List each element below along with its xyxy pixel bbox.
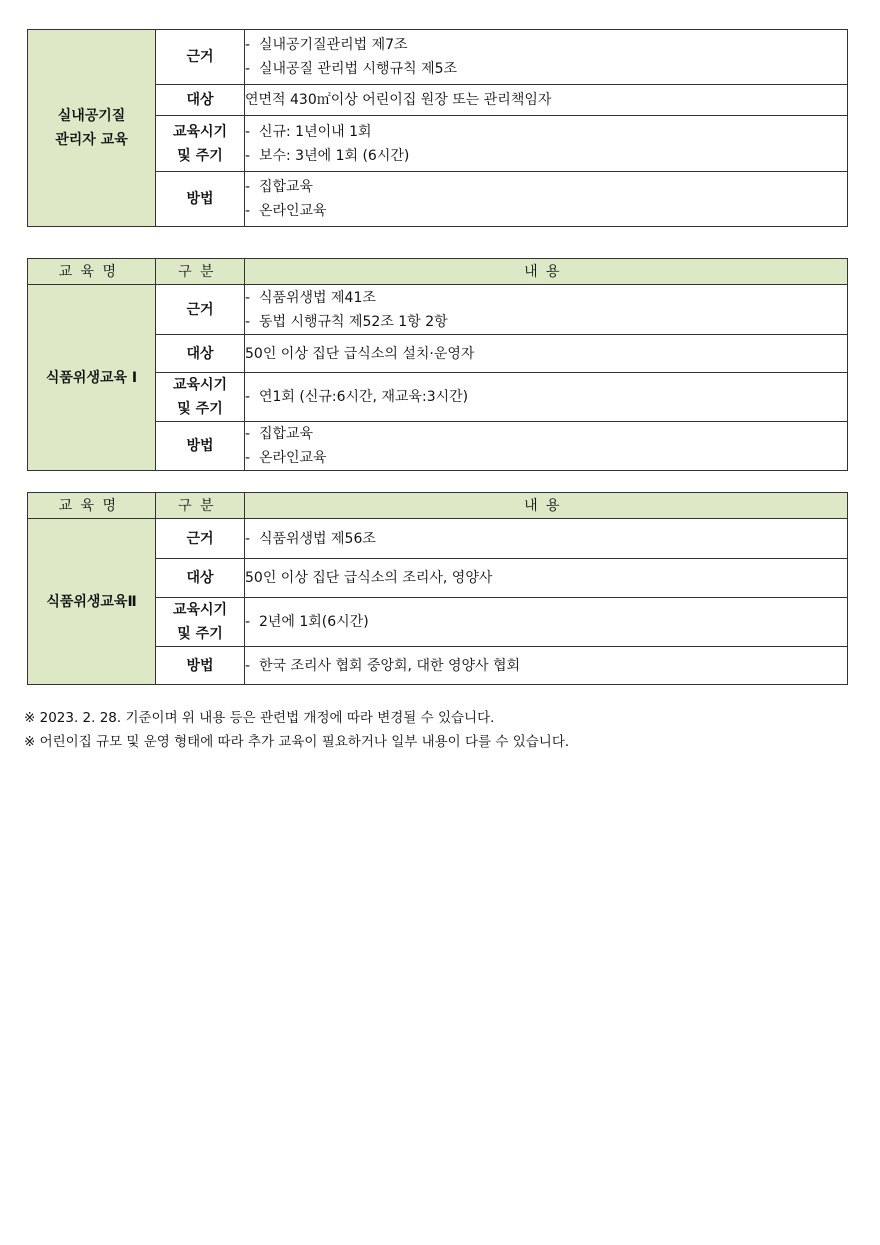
content-line: - 집합교육: [245, 422, 847, 446]
content-line: - 실내공질 관리법 시행규칙 제5조: [245, 57, 847, 81]
content-cell: [245, 30, 848, 85]
content-line: 50인 이상 집단 급식소의 설치·운영자: [245, 345, 475, 362]
content-line: 연면적 430㎡이상 어린이집 원장 또는 관리책임자: [245, 92, 552, 108]
content-cell: [245, 172, 848, 227]
category-label: 근거: [186, 49, 214, 65]
education-name-line: 식품위생교육Ⅱ: [46, 593, 137, 610]
category-cell: [156, 85, 245, 116]
footnotes: [24, 706, 569, 754]
category-label: 교육시기: [172, 123, 228, 140]
education-name-line: 식품위생교육 Ⅰ: [45, 369, 138, 386]
content-line: - 한국 조리사 협회 중앙회, 대한 영양사 협회: [245, 654, 847, 678]
content-line: - 온라인교육: [245, 199, 847, 223]
content-line: - 실내공기질관리법 제7조: [245, 33, 847, 57]
category-cell: [156, 422, 245, 471]
content-cell: [245, 373, 848, 422]
category-cell: [156, 559, 245, 598]
content-line: - 식품위생법 제56조: [245, 527, 847, 551]
category-label: 대상: [186, 570, 214, 586]
category-label: 근거: [186, 530, 214, 547]
category-label: 및 주기: [177, 626, 223, 642]
category-cell: [156, 519, 245, 559]
footnote: ※ 2023. 2. 28. 기준이며 위 내용 등은 관련법 개정에 따라 변경될 수 있습니다.: [24, 710, 495, 726]
header-category: 구분: [156, 259, 245, 285]
food-hygiene-education-2-table: [27, 492, 848, 685]
category-cell: [156, 647, 245, 685]
content-line: - 신규: 1년이내 1회: [245, 120, 847, 144]
content-cell: [245, 116, 848, 172]
category-label: 교육시기: [172, 602, 228, 618]
food-hygiene-education-1-table: [27, 258, 848, 471]
content-line: - 식품위생법 제41조: [245, 286, 847, 310]
education-name-cell: [28, 519, 156, 685]
category-cell: [156, 335, 245, 373]
content-cell: [245, 335, 848, 373]
category-cell: [156, 116, 245, 172]
table-header-row: [28, 493, 848, 519]
footnote: ※ 어린이집 규모 및 운영 형태에 따라 추가 교육이 필요하거나 일부 내용이 다를 수 있습니다.: [24, 734, 570, 750]
category-label: 대상: [186, 345, 214, 362]
content-cell: [245, 422, 848, 471]
category-label: 방법: [186, 191, 214, 207]
content-line: 50인 이상 집단 급식소의 조리사, 영양사: [245, 570, 493, 586]
header-category: 구분: [156, 493, 245, 519]
education-name-line: 실내공기질: [57, 108, 126, 124]
education-name-cell: [28, 285, 156, 471]
header-content: 내용: [245, 259, 848, 285]
content-line: - 보수: 3년에 1회 (6시간): [245, 144, 847, 168]
category-cell: [156, 285, 245, 335]
category-label: 근거: [186, 301, 214, 318]
content-cell: [245, 519, 848, 559]
content-cell: [245, 647, 848, 685]
category-cell: [156, 172, 245, 227]
education-name-cell: [28, 30, 156, 227]
category-label: 방법: [186, 657, 214, 674]
content-line: - 연1회 (신규:6시간, 재교육:3시간): [245, 385, 847, 409]
content-cell: [245, 559, 848, 598]
content-line: - 온라인교육: [245, 446, 847, 470]
category-label: 방법: [186, 438, 214, 454]
header-education-name: 교육명: [28, 493, 156, 519]
content-line: - 2년에 1회(6시간): [245, 610, 847, 634]
header-content: 내용: [245, 493, 848, 519]
header-education-name: 교육명: [28, 259, 156, 285]
category-label: 대상: [186, 92, 214, 108]
content-line: - 집합교육: [245, 175, 847, 199]
content-cell: [245, 85, 848, 116]
content-cell: [245, 285, 848, 335]
content-cell: [245, 598, 848, 647]
category-cell: [156, 373, 245, 422]
content-line: - 동법 시행규칙 제52조 1항 2항: [245, 310, 847, 334]
category-label: 및 주기: [177, 401, 223, 417]
category-label: 교육시기: [172, 377, 228, 393]
category-cell: [156, 30, 245, 85]
category-cell: [156, 598, 245, 647]
category-label: 및 주기: [177, 147, 223, 164]
table-header-row: [28, 259, 848, 285]
indoor-air-education-table: [27, 29, 848, 227]
education-name-line: 관리자 교육: [55, 132, 128, 148]
